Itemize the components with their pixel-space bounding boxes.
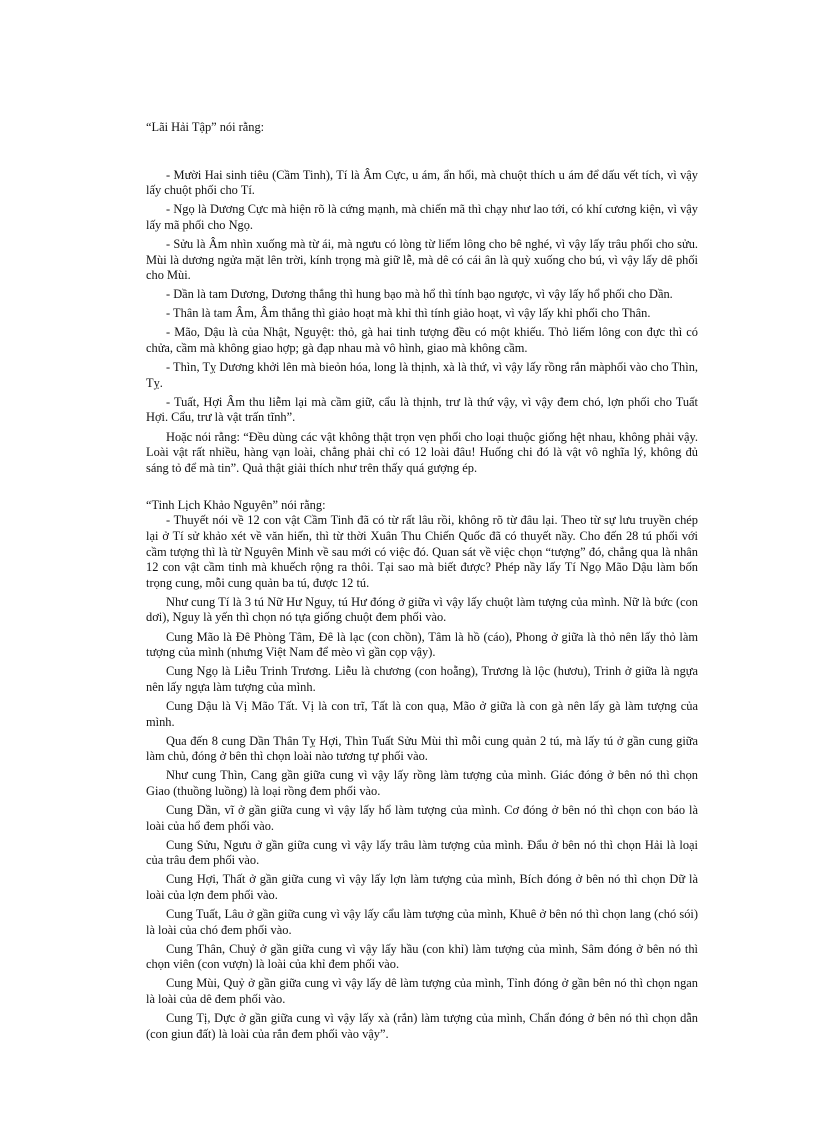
paragraph: - Dần là tam Dương, Dương thắng thì hung bạo mà hổ thì tính bạo ngược, vì vậy lấy hổ phối cho Dần.: [166, 287, 673, 302]
paragraph: Hoặc nói rằng: “Đều dùng các vật không thật trọn vẹn phối cho loại thuộc giống hệt nhau, không phải vậy. Loài vật rất nhiều, hàng vạn loài, chẳng phải chỉ có 12 loài đâu! Huống chi đó là vật vô nghĩa lý, không đủ sáng tỏ để mà tin”. Quả thật giải thích như trên thấy quá gượng ép.: [146, 429, 698, 475]
paragraph: - Tuất, Hợi Âm thu liễm lại mà cầm giữ, cẩu là thịnh, trư là thứ vậy, vì vậy đem chó, lợn phối cho Tuất Hợi. Cẩu, trư là vật trấn tĩnh”.: [146, 394, 698, 425]
paragraph: Như cung Tí là 3 tú Nữ Hư Nguy, tú Hư đóng ở giữa vì vậy lấy chuột làm tượng của mình. Nữ là bức (con dơi), Nguy là yến thì chọn nó tựa giống chuột đem phối vào.: [146, 594, 698, 625]
paragraph: Cung Dần, vĩ ở gần giữa cung vì vậy lấy hổ làm tượng của mình. Cơ đóng ở bên nó thì chọn con báo là loài của hổ đem phối vào.: [146, 802, 698, 833]
paragraph: - Thân là tam Âm, Âm thắng thì giảo hoạt mà khỉ thì tính giảo hoạt, vì vậy lấy khỉ phối cho Thân.: [166, 306, 651, 321]
section-2-title: “Tinh Lịch Khảo Nguyên” nói rằng:: [146, 497, 326, 512]
paragraph: Cung Tuất, Lâu ở gần giữa cung vì vậy lấy cẩu làm tượng của mình, Khuê ở bên nó thì chọn lang (chó sói) là loài của chó đem phối vào.: [146, 907, 698, 937]
paragraph: Cung Mão là Đê Phòng Tâm, Đê là lạc (con chồn), Tâm là hồ (cáo), Phong ở giữa là thỏ nên lấy thỏ làm tượng của mình (nhưng Việt Nam để mèo vì gần cọp vậy).: [146, 629, 698, 660]
paragraph: Cung Hợi, Thất ở gần giữa cung vì vậy lấy lợn làm tượng của mình, Bích đóng ở bên nó thì chọn Dữ là loài của lợn đem phối vào.: [146, 872, 698, 902]
section-2-body: [146, 513, 698, 1042]
paragraph: Cung Sửu, Ngưu ở gần giữa cung vì vậy lấy trâu làm tượng của mình. Đẩu ở bên nó thì chọn Hải là loại của trâu đem phối vào.: [146, 837, 698, 868]
paragraph: Qua đến 8 cung Dần Thân Tỵ Hợi, Thìn Tuất Sửu Mùi thì mỗi cung quản 2 tú, mà lấy tú ở gần cung giữa làm chủ, đóng ở bên thì chọn loài nào tương tự phối vào.: [146, 733, 698, 764]
paragraph: Cung Thân, Chuỷ ở gần giữa cung vì vậy lấy hầu (con khỉ) làm tượng của mình, Sâm đóng ở bên nó thì chọn viên (con vượn) là loài của khỉ đem phối vào.: [146, 941, 698, 972]
paragraph: - Ngọ là Dương Cực mà hiện rõ là cứng mạnh, mà chiến mã thì chạy như lao tới, có khí cương kiện, vì vậy lấy mã phối cho Ngọ.: [146, 202, 698, 232]
paragraph: Cung Tị, Dực ở gần giữa cung vì vậy lấy xà (rắn) làm tượng của mình, Chẩn đóng ở bên nó thì chọn dẫn (con giun đất) là loài của rắn đem phối vào vậy”.: [146, 1011, 698, 1041]
section-1-body: [146, 168, 698, 477]
paragraph: - Mười Hai sinh tiêu (Cầm Tinh), Tí là Âm Cực, u ám, ẩn hối, mà chuột thích u ám để dấu vết tích, vì vậy lấy chuột phối cho Tí.: [146, 167, 698, 198]
section-1-title: “Lãi Hải Tập” nói rằng:: [146, 120, 265, 134]
paragraph: Cung Dậu là Vị Mão Tất. Vị là con trĩ, Tất là con quạ, Mão ở giữa là con gà nên lấy gà làm tượng của mình.: [146, 698, 698, 729]
paragraph: Cung Ngọ là Liễu Trinh Trương. Liễu là chương (con hoẵng), Trương là lộc (hươu), Trinh ở giữa là ngựa nên lấy ngựa làm tượng của mình.: [146, 664, 698, 694]
paragraph: Như cung Thìn, Cang gần giữa cung vì vậy lấy rồng làm tượng của mình. Giác đóng ở bên nó thì chọn Giao (thuồng luồng) là loại rồng đem phối vào.: [146, 768, 698, 798]
document-page: [146, 120, 698, 1046]
paragraph: - Thìn, Tỵ Dương khởi lên mà bieỏn hóa, long là thịnh, xà là thứ, vì vậy lấy rồng rắn màphối vào cho Thìn, Tỵ.: [146, 360, 698, 390]
paragraph: - Sửu là Âm nhìn xuống mà từ ái, mà ngưu có lòng từ liếm lông cho bê nghé, vì vậy lấy trâu phối cho sửu. Mùi là dương ngửa mặt lên trời, kính trọng mà giữ lễ, mà dê có cái ân là quỳ xuống cho bú, vì vậy lấy dê phối cho Mùi.: [146, 236, 698, 283]
paragraph: - Mão, Dậu là của Nhật, Nguyệt: thỏ, gà hai tinh tượng đều có một khiếu. Thỏ liếm lông con đực thì có chửa, cầm mà không giao hợp; gà đạp nhau mà vô hình, giao mà không cầm.: [146, 325, 698, 356]
paragraph: - Thuyết nói về 12 con vật Cầm Tinh đã có từ rất lâu rồi, không rõ từ đâu lại. Theo từ sự lưu truyền chép lại ở Tí sử khảo xét về văn hiến, thì từ thời Xuân Thu Chiến Quốc đã có thuyết nầy. Cho đến 28 tú phối với cầm tượng thì là từ Nguyên Minh về sau mới có việc đó. Quan sát về việc chọn “tượng” đó, chẳng qua là nhân 12 con vật cầm tinh mà khuếch rộng ra thôi. Tại sao mà biết được? Phép nầy lấy Tí Ngọ Mão Dậu làm bốn trọng cung, mỗi cung quản ba tú, được 12 tú.: [146, 513, 698, 590]
paragraph: Cung Mùi, Quỷ ở gần giữa cung vì vậy lấy dê làm tượng của mình, Tỉnh đóng ở gần bên nó thì chọn ngan là loài của dê đem phối vào.: [146, 976, 698, 1006]
